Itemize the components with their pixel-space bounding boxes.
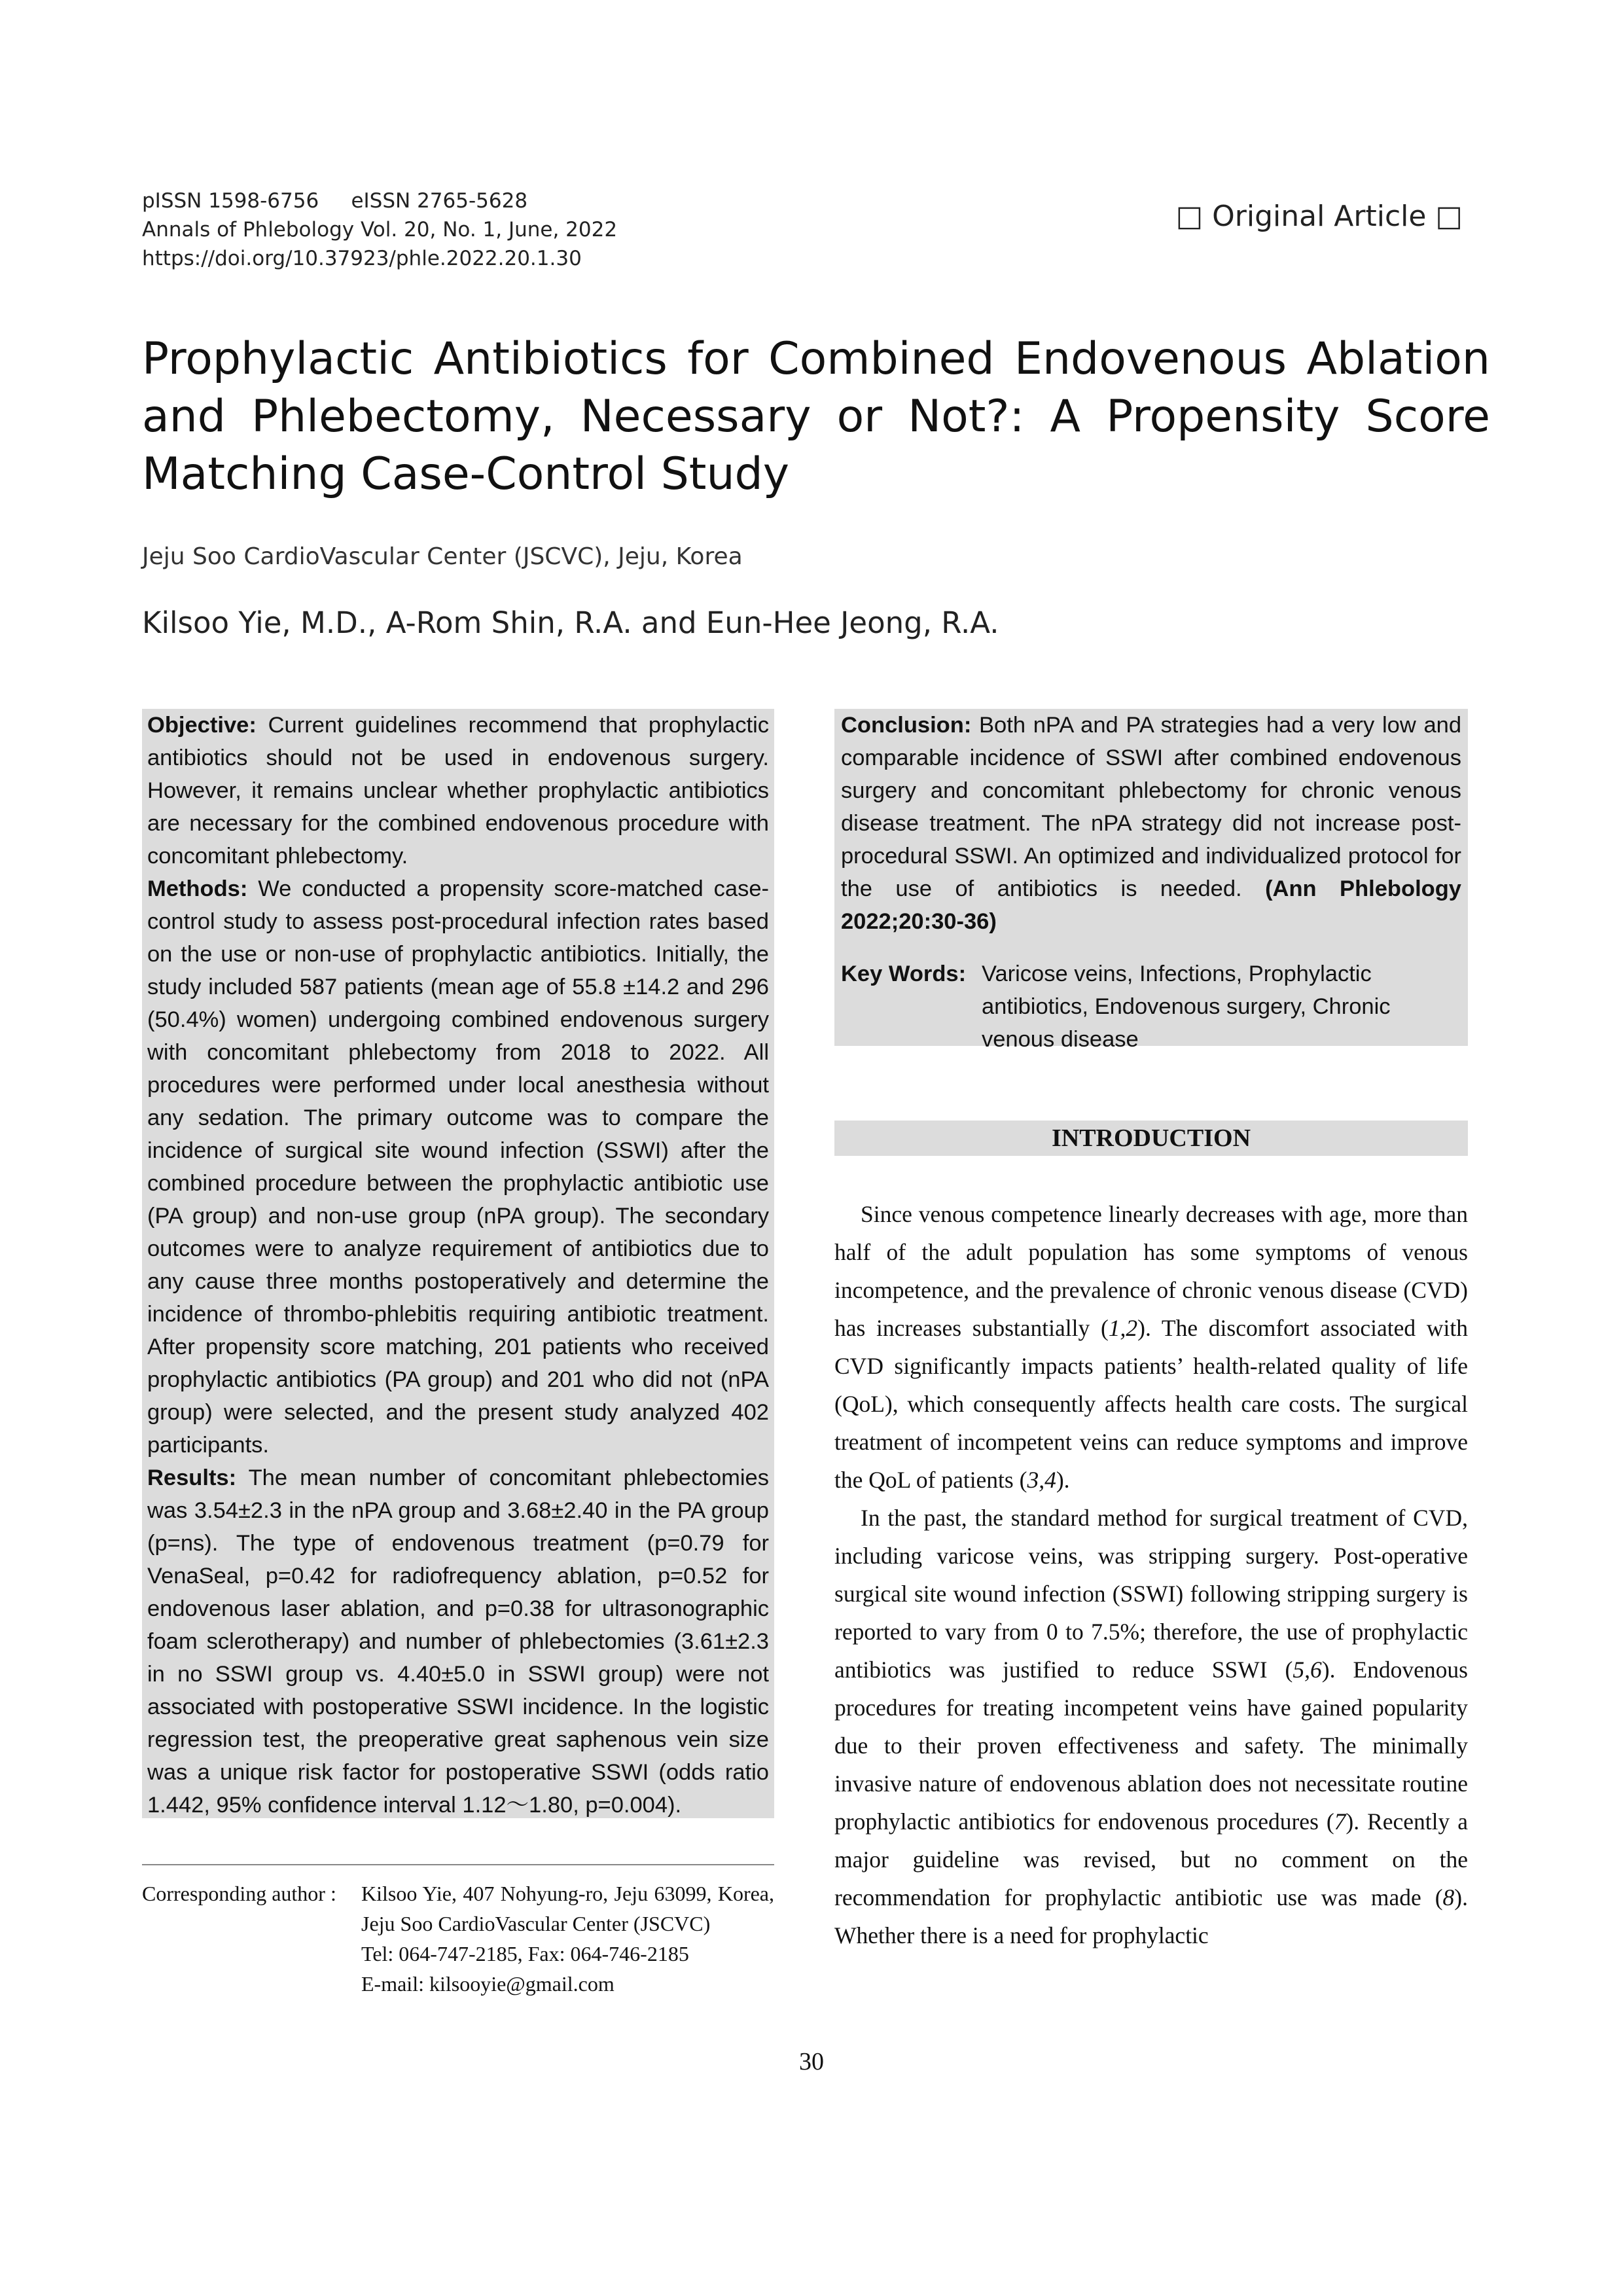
reference-citation[interactable]: 5,6: [1293, 1657, 1322, 1683]
article-title: Prophylactic Antibiotics for Combined Endovenous Ablation and Phlebectomy, Necessary or Not?: A Propensity Score Matching Case-Control Study: [142, 333, 1490, 500]
introduction-body: [834, 1195, 1468, 1954]
author-list: Kilsoo Yie, M.D., A-Rom Shin, R.A. and Eun-Hee Jeong, R.A.: [142, 605, 999, 640]
abstract-right-box: [834, 709, 1468, 1052]
results-text: The mean number of concomitant phlebectomies was 3.54±2.3 in the nPA group and 3.68±2.40 in the PA group (p=ns). The type of endovenous treatment (p=0.79 for VenaSeal, p=0.42 for radiofrequency ablation, p=0.52 for endovenous laser ablation, and p=0.38 for ultrasonographic foam sclerotherapy) and number of phlebectomies (3.61±2.3 in no SSWI group vs. 4.40±5.0 in SSWI group) were not associated with postoperative SSWI incidence. In the logistic regression test, the preoperative great saphenous vein size was a unique risk factor for postoperative SSWI (odds ratio 1.442, 95% confidence interval 1.12～1.80, p=0.004).: [147, 1465, 769, 1818]
conclusion-text: Both nPA and PA strategies had a very low and comparable incidence of SSWI after combined endovenous surgery and concomitant phlebectomy for chronic venous disease treatment. The nPA strategy did not increase post-procedural SSWI. An optimized and individualized protocol for the use of antibiotics is needed.: [841, 713, 1461, 901]
abstract-methods: [147, 872, 769, 1462]
abstract-objective: [147, 709, 769, 872]
corresponding-author-phone: Tel: 064-747-2185, Fax: 064-746-2185: [361, 1942, 689, 1965]
methods-text: We conducted a propensity score-matched case-control study to assess post-procedural infection rates based on the use or non-use of prophylactic antibiotics. Initially, the study included 587 patients (mean age of 55.8 ±14.2 and 296 (50.4%) women) undergoing combined endovenous surgery with concomitant phlebectomy from 2018 to 2022. All procedures were performed under local anesthesia without any sedation. The primary outcome was to compare the incidence of surgical site wound infection (SSWI) after the combined procedure between the prophylactic antibiotic use (PA group) and non-use group (nPA group). The secondary outcomes were to analyze requirement of antibiotics due to any cause three months postoperatively and determine the incidence of thrombo-phlebitis requiring antibiotic treatment. After propensity score matching, 201 patients who received prophylactic antibiotics (PA group) and 201 who did not (nPA group) were selected, and the present study analyzed 402 participants.: [147, 876, 769, 1458]
keywords-text: Varicose veins, Infections, Prophylactic antibiotics, Endovenous surgery, Chronic venous disease: [982, 961, 1391, 1052]
reference-citation[interactable]: 8: [1442, 1884, 1455, 1910]
journal-header: [142, 187, 1058, 273]
footnote-divider: [142, 1864, 774, 1865]
conclusion-label: Conclusion:: [841, 713, 972, 738]
introduction-paragraph-1: Since venous competence linearly decreases with age, more than half of the adult population has some symptoms of venous incompetence, and the prevalence of chronic venous disease (CVD) has increases substantially (1,2). The discomfort associated with CVD significantly impacts patients’ health-related quality of life (QoL), which consequently affects health care costs. The surgical treatment of incompetent veins can reduce symptoms and improve the QoL of patients (3,4).: [834, 1201, 1468, 1493]
reference-citation[interactable]: 7: [1334, 1808, 1346, 1835]
introduction-heading: INTRODUCTION: [834, 1121, 1468, 1156]
objective-text: Current guidelines recommend that prophylactic antibiotics should not be used in endovenous surgery. However, it remains unclear whether prophylactic antibiotics are necessary for the combined endovenous procedure with concomitant phlebectomy.: [147, 713, 769, 869]
abstract-left-box: [142, 709, 774, 1818]
introduction-paragraph-2: In the past, the standard method for surgical treatment of CVD, including varicose veins, was stripping surgery. Post-operative surgical site wound infection (SSWI) following stripping surgery is reported to vary from 0 to 7.5%; therefore, the use of prophylactic antibiotics was justified to reduce SSWI (5,6). Endovenous procedures for treating incompetent veins have gained popularity due to their proven effectiveness and safety. The minimally invasive nature of endovenous ablation does not necessitate routine prophylactic antibiotics for endovenous procedures (7). Recently a major guideline was revised, but no comment on the recommendation for prophylactic antibiotic use was made (8). Whether there is a need for prophylactic: [834, 1505, 1468, 1948]
reference-citation[interactable]: 1,2: [1108, 1315, 1138, 1341]
corresponding-author-label: Corresponding author :: [142, 1882, 336, 1905]
article-type-label: □ Original Article □: [1175, 200, 1463, 233]
citation-text: (Ann Phlebology 2022;20:30-36): [841, 876, 1461, 934]
issn-line: pISSN 1598-6756 eISSN 2765-5628: [142, 189, 528, 213]
abstract-conclusion: [841, 709, 1461, 938]
corresponding-author-details: [361, 1878, 774, 1999]
corresponding-author-note: [142, 1878, 774, 1999]
results-label: Results:: [147, 1465, 237, 1490]
methods-label: Methods:: [147, 876, 248, 901]
keywords-row: [841, 958, 1461, 1056]
abstract-results: [147, 1462, 769, 1821]
journal-citation-line: Annals of Phlebology Vol. 20, No. 1, June, 2022: [142, 218, 618, 242]
objective-label: Objective:: [147, 713, 257, 738]
keywords-label: Key Words:: [841, 961, 967, 986]
reference-citation[interactable]: 3,4: [1027, 1467, 1056, 1493]
corresponding-author-address: Kilsoo Yie, 407 Nohyung-ro, Jeju 63099, Korea, Jeju Soo CardioVascular Center (JSCVC): [361, 1882, 774, 1935]
affiliation: Jeju Soo CardioVascular Center (JSCVC), Jeju, Korea: [142, 543, 743, 570]
doi-link[interactable]: https://doi.org/10.37923/phle.2022.20.1.30: [142, 247, 582, 270]
corresponding-author-email[interactable]: E-mail: kilsooyie@gmail.com: [361, 1972, 615, 1996]
page-number: 30: [799, 2048, 824, 2075]
